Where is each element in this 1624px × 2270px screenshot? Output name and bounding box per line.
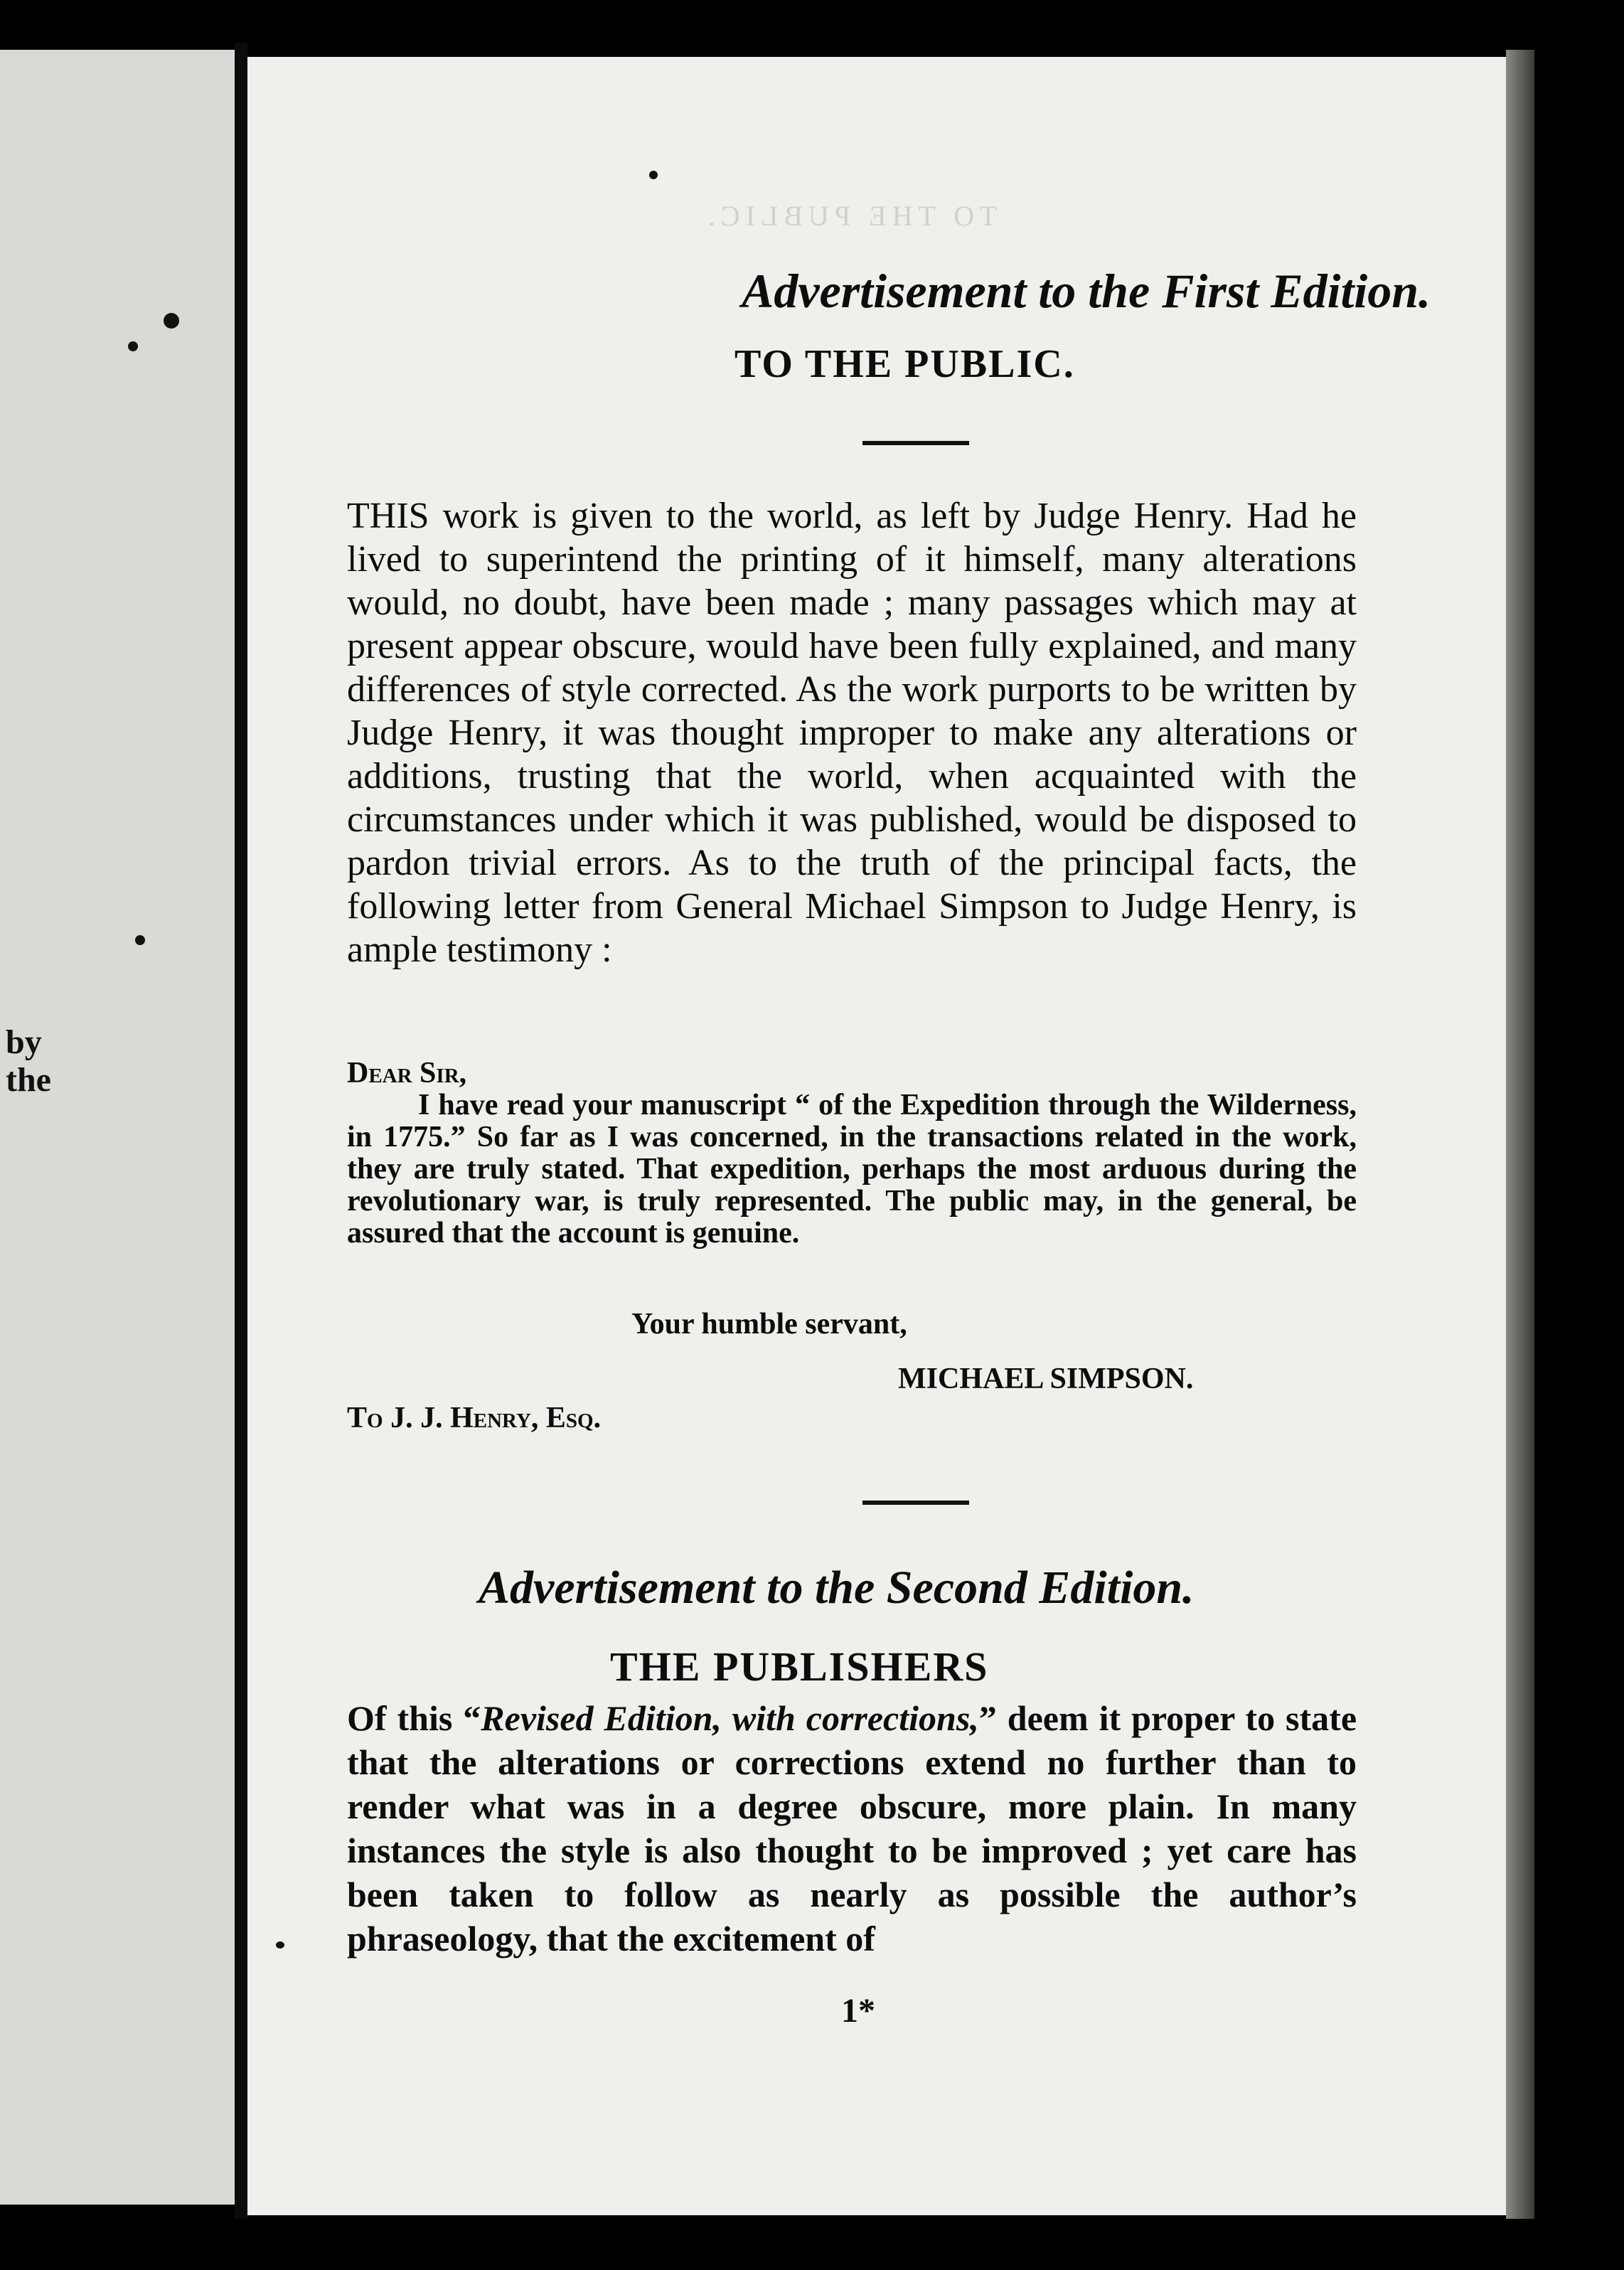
signature-mark: 1* [841, 1992, 875, 2030]
second-edition-heading: Advertisement to the Second Edition. [479, 1562, 1195, 1614]
first-edition-body: THIS work is given to the world, as left by Judge Henry. Had he lived to superintend the printing of it himself, many alterations would, no doubt, have been made ; many passages which may at present appear obscure, would have been fully explained, and many differences of style corrected. As the work purports to be written by Judge Henry, it was thought improper to make any alterations or additions, trusting that the world, when acquainted with the circumstances under which it was published, would be disposed to pardon trivial errors. As to the truth of the principal facts, the following letter from General Michael Simpson to Judge Henry, is ample testimony : [347, 496, 1357, 970]
letter-signature: MICHAEL SIMPSON. [898, 1363, 1194, 1395]
left-page-speck [164, 313, 179, 329]
previous-page-fragment: the [6, 1061, 51, 1099]
body-text-run: ” deem it proper to state that the alterations or corrections extend no further than to render what was in a degree obscure, more plain. In many instances the style is also thought to be improved ; yet care has been taken to follow as nearly as possible the author’s phraseology, that the excitement of [347, 1698, 1357, 1959]
first-edition-heading: Advertisement to the First Edition. [742, 264, 1431, 318]
previous-page-fragment: by [6, 1023, 42, 1061]
page-speck [649, 171, 658, 179]
letter-closing: Your humble servant, [631, 1308, 907, 1341]
left-page-speck [135, 935, 145, 945]
left-page-speck [128, 341, 138, 351]
section-rule [862, 1501, 969, 1505]
body-text-run: Of this “ [347, 1698, 481, 1738]
page-stack-edge [1506, 50, 1534, 2219]
letter-body: I have read your manuscript “ of the Expedition through the Wilderness, in 1775.” So far as I was concerned, in the transactions related in the work, they are truly stated. That expedition, perhaps the most arduous during the revolutionary war, is truly represented. The public may, in the general, be assured that the account is genuine. [347, 1089, 1357, 1249]
letter-addressee: To J. J. Henry, Esq. [347, 1402, 602, 1434]
bleed-through-header: TO THE PUBLIC. [703, 200, 997, 232]
section-rule [862, 441, 969, 445]
book-gutter [235, 43, 247, 2219]
edition-name-italic: Revised Edition, with corrections, [481, 1698, 979, 1738]
second-edition-title: THE PUBLISHERS [610, 1643, 989, 1690]
book-page [247, 57, 1506, 2215]
margin-speck [276, 1941, 284, 1949]
second-edition-body [347, 1696, 1357, 1961]
first-edition-title: TO THE PUBLIC. [734, 342, 1075, 386]
letter-salutation: Dear Sir, [347, 1057, 467, 1089]
previous-page-edge [0, 50, 235, 2205]
